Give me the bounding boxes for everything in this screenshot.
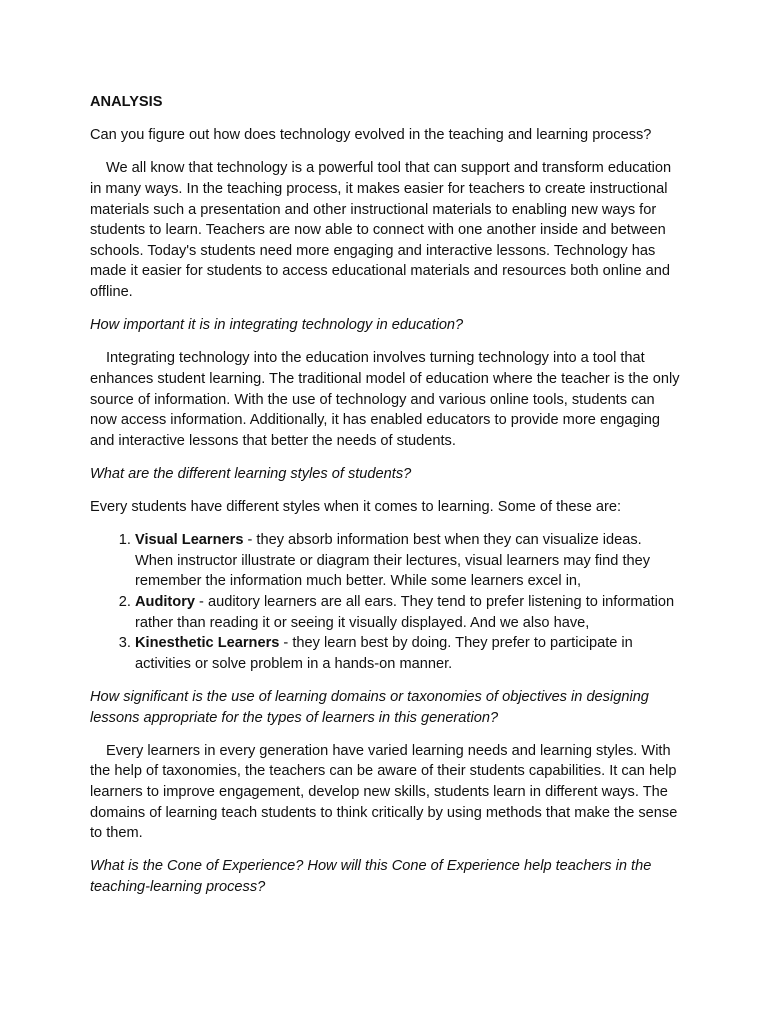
paragraph-technology-tool: We all know that technology is a powerful tool that can support and transform education in many ways. In the teaching process, it makes easier for teachers to create instructional materials such a presentation and other instructional materials to enabling new ways for students to learn. Teachers are now able to connect with one another inside and between schools. Today's students need more engaging and interactive lessons. Technology has made it easier for students to access educational materials and resources both online and offline. — [90, 160, 672, 300]
question-learning-domains: How significant is the use of learning domains or taxonomies of objectives in designing lessons appropriate for the types of learners in this generation? — [90, 689, 649, 726]
list-item-term: Auditory — [135, 594, 195, 611]
section-heading: ANALYSIS — [90, 94, 163, 110]
list-item-kinesthetic-learners — [135, 633, 680, 674]
learning-styles-intro: Every students have different styles when it comes to learning. Some of these are: — [90, 499, 622, 516]
paragraph-learning-domains: Every learners in every generation have varied learning needs and learning styles. With the help of taxonomies, the teachers can be aware of their students capabilities. It can help learners to improve engagement, develop new skills, students learn in different ways. The domains of learning teach students to think critically by using methods that make the sense to them. — [90, 742, 678, 842]
list-item-description: - they learn best by doing. They prefer to participate in activities or solve problem in a hands-on manner. — [135, 635, 633, 672]
learning-styles-list — [90, 530, 680, 674]
list-item-auditory — [135, 592, 680, 633]
question-cone-of-experience: What is the Cone of Experience? How will this Cone of Experience help teachers in the teaching-learning process? — [90, 858, 652, 895]
intro-question: Can you figure out how does technology evolved in the teaching and learning process? — [90, 127, 652, 144]
document-page — [90, 92, 680, 910]
question-integrating-technology: How important it is in integrating technology in education? — [90, 317, 464, 334]
list-item-term: Kinesthetic Learners — [135, 635, 280, 652]
list-item-description: - auditory learners are all ears. They tend to prefer listening to information rather than reading it or seeing it visually displayed. And we also have, — [135, 594, 675, 631]
paragraph-integrating-technology: Integrating technology into the education involves turning technology into a tool that enhances student learning. The traditional model of education where the teacher is the only source of information. With the use of technology and various online tools, students can now access information. Additionally, it has enabled educators to provide more engaging and interactive lessons that better the needs of students. — [90, 350, 680, 449]
list-item-description: - they absorb information best when they can visualize ideas. When instructor illustrate or diagram their lectures, visual learners may find they remember the information much better. While some learners excel in, — [135, 532, 651, 590]
list-item-visual-learners — [135, 530, 680, 592]
list-item-term: Visual Learners — [135, 532, 244, 549]
question-learning-styles: What are the different learning styles of students? — [90, 465, 412, 482]
